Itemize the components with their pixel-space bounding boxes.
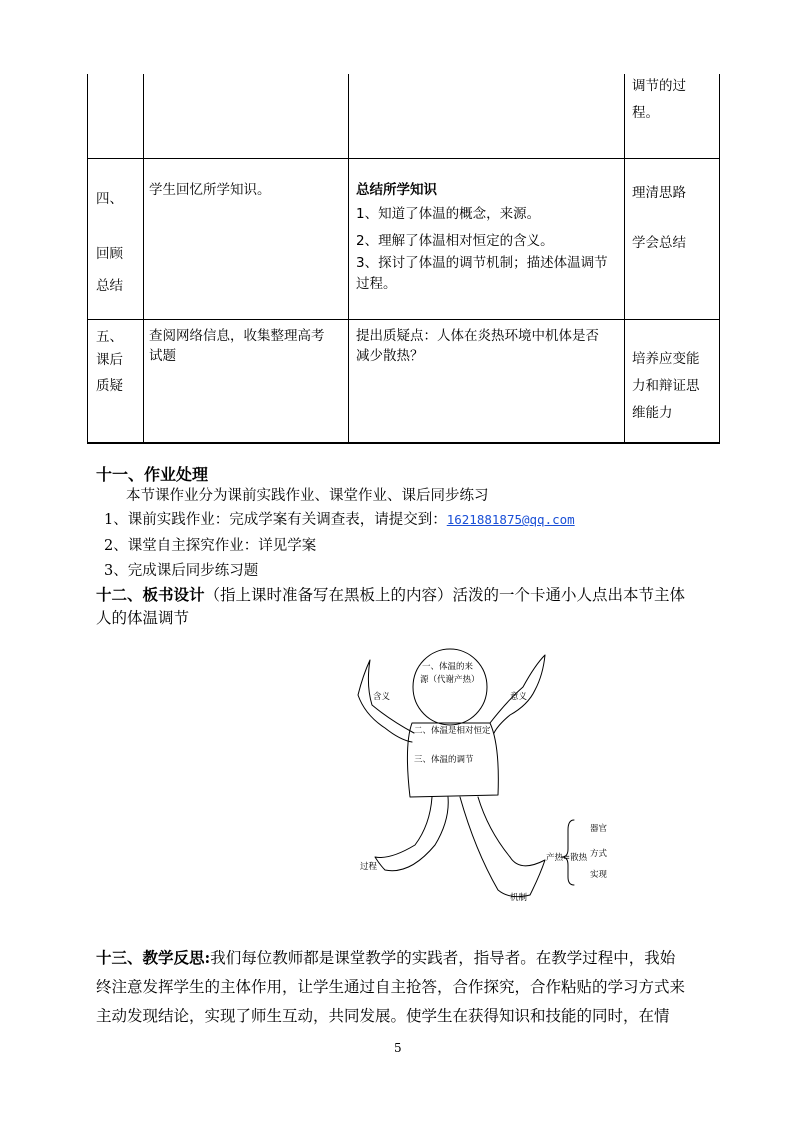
page-number: 5 xyxy=(394,1041,402,1055)
table-cell xyxy=(88,74,144,159)
cell-text: 调节的过 xyxy=(632,78,686,94)
teacher-activity: 2、理解了体温相对恒定的含义。 xyxy=(356,233,554,249)
figure-label: 含义 xyxy=(373,692,391,702)
section-heading: 十一、作业处理 xyxy=(96,465,209,484)
teacher-activity-title: 总结所学知识 xyxy=(356,182,437,198)
figure-label: 过程 xyxy=(360,862,378,872)
table-cell xyxy=(349,320,625,444)
design-intent: 理清思路 xyxy=(632,185,686,201)
table-cell xyxy=(349,74,625,159)
figure-left-leg xyxy=(375,797,448,871)
stage-label: 四、 xyxy=(96,191,123,207)
homework-item: 3、完成课后同步练习题 xyxy=(104,563,259,579)
section-heading: 十三、教学反思: xyxy=(96,948,211,967)
stage-label: 质疑 xyxy=(96,378,123,394)
stage-label: 五、 xyxy=(96,329,123,345)
table-cell xyxy=(144,74,349,159)
figure-label: 二、体温是相对恒定 xyxy=(414,726,491,736)
figure-label: 方式 xyxy=(590,849,608,859)
figure-label: 意义 xyxy=(510,692,528,702)
table-row xyxy=(88,74,720,159)
figure-label: 产热=散热 xyxy=(546,853,588,863)
design-intent: 维能力 xyxy=(632,405,673,421)
stage-label: 回顾 xyxy=(96,246,123,262)
table-cell xyxy=(625,320,720,444)
table-row xyxy=(88,159,720,320)
figure-head xyxy=(413,649,487,725)
email-link[interactable]: 1621881875@qq.com xyxy=(446,512,575,527)
reflection-text: 终注意发挥学生的主体作用，让学生通过自主抢答，合作探究，合作粘贴的学习方式来 xyxy=(96,978,686,996)
table-cell xyxy=(144,159,349,320)
figure-label: 三、体温的调节 xyxy=(414,755,474,765)
homework-item-text: 1、课前实践作业：完成学案有关调查表，请提交到： xyxy=(104,512,447,528)
design-intent: 培养应变能 xyxy=(632,351,700,367)
student-activity: 查阅网络信息，收集整理高考 xyxy=(149,328,325,344)
table-cell xyxy=(625,159,720,320)
teacher-activity: 过程。 xyxy=(356,276,397,292)
table-cell xyxy=(88,159,144,320)
figure-label: 一、体温的来 xyxy=(422,662,474,672)
figure-label: 源（代谢产热） xyxy=(420,675,480,685)
stage-label: 总结 xyxy=(96,278,123,294)
table-cell xyxy=(88,320,144,444)
cell-text: 程。 xyxy=(632,105,659,121)
lesson-plan-table xyxy=(87,74,720,444)
table-cell xyxy=(625,74,720,159)
figure-label: 器官 xyxy=(590,824,608,834)
student-activity: 试题 xyxy=(149,348,176,364)
homework-intro: 本节课作业分为课前实践作业、课堂作业、课后同步练习 xyxy=(126,488,489,504)
table-cell xyxy=(349,159,625,320)
teacher-activity: 减少散热？ xyxy=(356,348,424,364)
stage-label: 课后 xyxy=(96,352,123,368)
design-intent: 学会总结 xyxy=(632,235,686,251)
table-cell xyxy=(144,320,349,444)
teacher-activity: 1、知道了体温的概念，来源。 xyxy=(356,206,541,222)
board-design-desc: （指上课时准备写在黑板上的内容）活泼的一个卡通小人点出本节主体 xyxy=(204,586,686,604)
teacher-activity: 提出质疑点：人体在炎热环境中机体是否 xyxy=(356,328,599,344)
reflection-text: 我们每位教师都是课堂教学的实践者，指导者。在教学过程中，我始 xyxy=(210,949,676,967)
board-design-line xyxy=(96,583,685,605)
design-intent: 力和辩证思 xyxy=(632,378,700,394)
table-row xyxy=(88,320,720,444)
figure-right-leg xyxy=(460,797,545,897)
figure-label: 实现 xyxy=(590,870,608,880)
homework-item: 2、课堂自主探究作业：详见学案 xyxy=(104,538,317,554)
board-design-figure xyxy=(330,645,630,905)
reflection-line xyxy=(96,946,675,968)
teacher-activity: 3、探讨了体温的调节机制；描述体温调节 xyxy=(356,255,608,271)
board-design-desc: 人的体温调节 xyxy=(96,609,190,627)
homework-item xyxy=(104,508,575,529)
figure-label: 机制 xyxy=(510,893,528,903)
student-activity: 学生回忆所学知识。 xyxy=(149,182,271,198)
reflection-text: 主动发现结论，实现了师生互动，共同发展。使学生在获得知识和技能的同时，在情 xyxy=(96,1007,670,1025)
section-heading: 十二、板书设计 xyxy=(96,585,205,604)
